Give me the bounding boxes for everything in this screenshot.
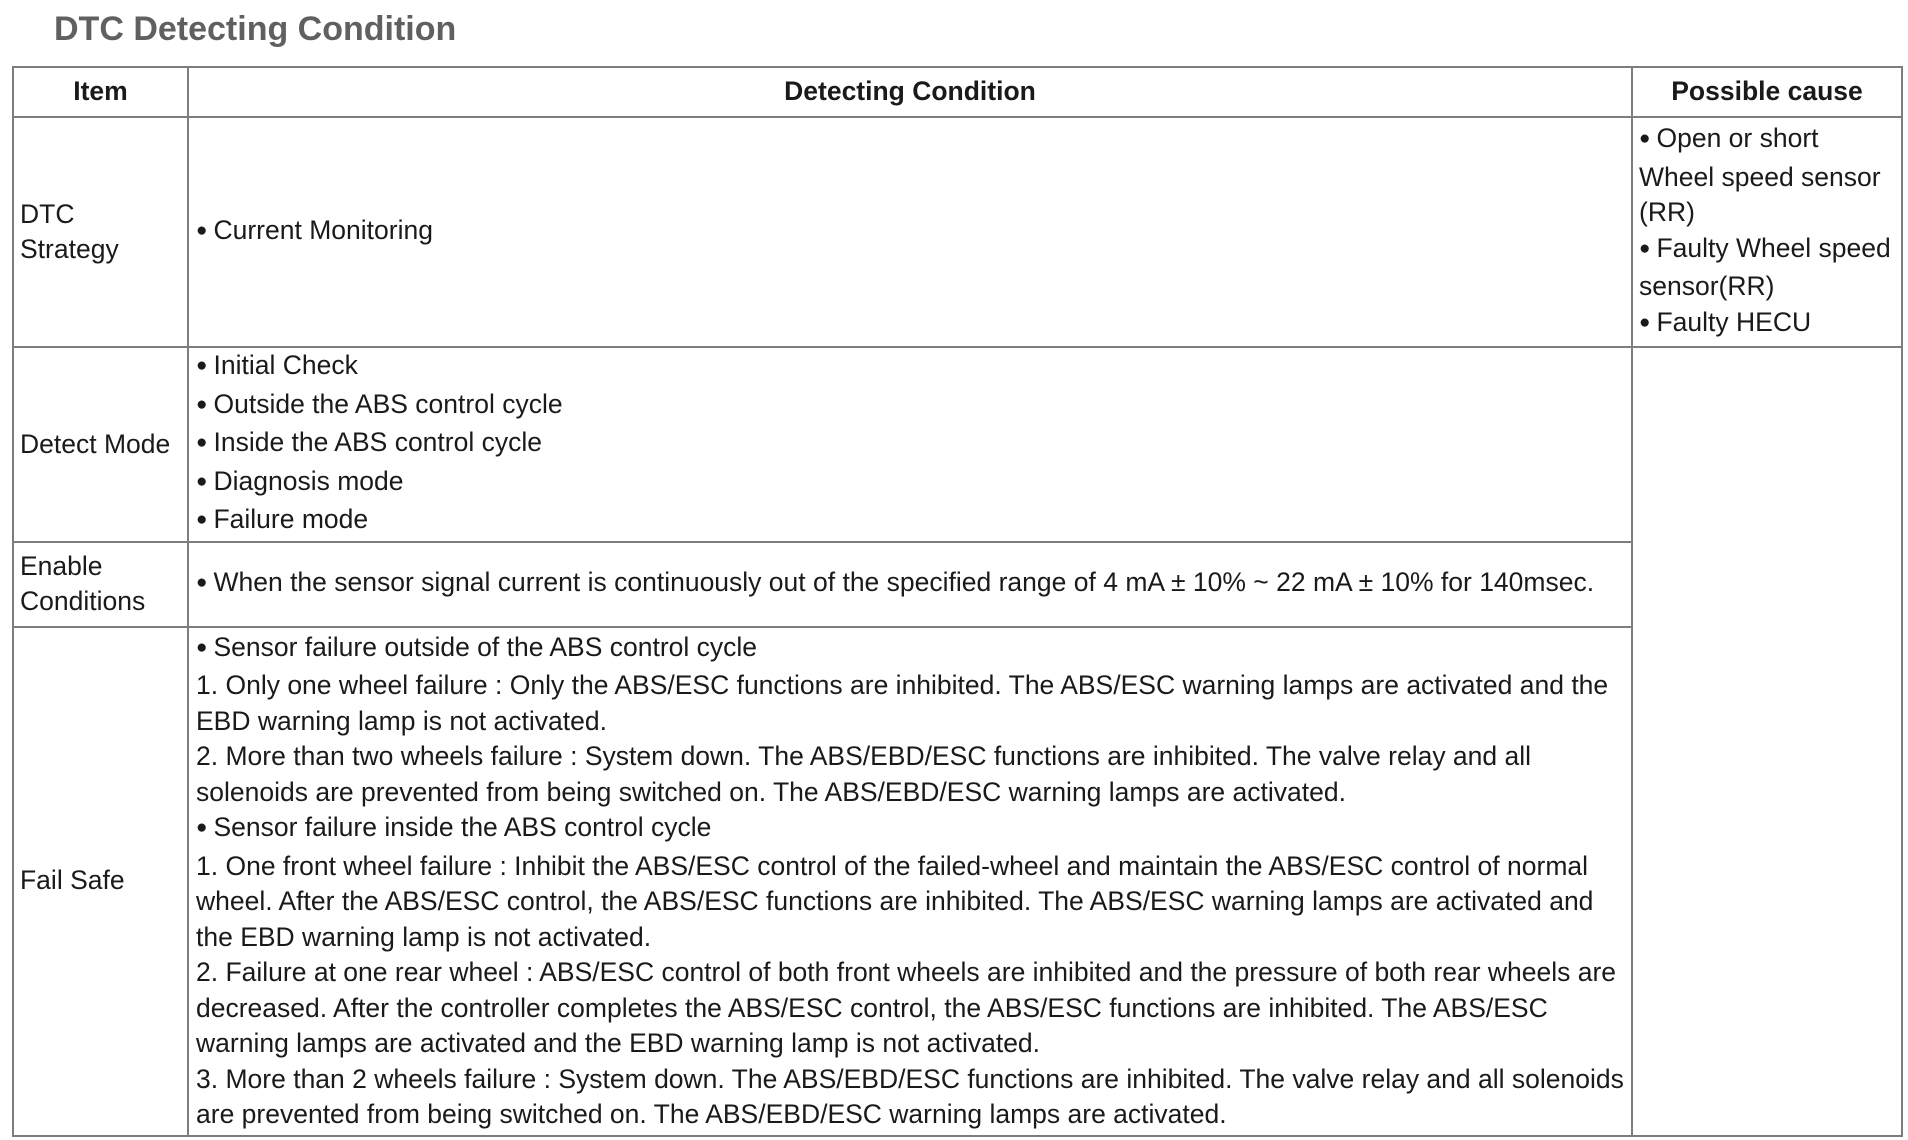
cell-condition-fail-safe [188,627,1632,1136]
cell-item-detect-mode: Detect Mode [13,347,188,542]
detect-mode-inside-abs: ● Inside the ABS control cycle [196,425,1624,464]
cell-possible-cause [1632,117,1902,347]
cell-condition-enable-conditions [188,542,1632,627]
fail-safe-outside-heading: ● Sensor failure outside of the ABS control cycle [196,630,1624,669]
table-row-dtc-strategy [13,117,1902,347]
condition-current-monitoring: ● Current Monitoring [196,213,1624,252]
fail-safe-inside-1: 1. One front wheel failure : Inhibit the ABS/ESC control of the failed-wheel and maintain the ABS/ESC control of normal wheel. After the ABS/ESC control, the ABS/ESC functions are inhibited. The ABS/ESC warning lamps are activated and the EBD warning lamp is not activated. [196,850,1594,952]
header-possible-cause: Possible cause [1632,67,1902,117]
table-row-enable-conditions [13,542,1902,627]
cell-condition-dtc-strategy [188,117,1632,347]
fail-safe-inside-heading: ● Sensor failure inside the ABS control cycle [196,810,1624,849]
detect-mode-outside-abs: ● Outside the ABS control cycle [196,387,1624,426]
header-item: Item [13,67,188,117]
detect-mode-initial-check: ● Initial Check [196,348,1624,387]
cause-open-short-sensor: ● Open or short Wheel speed sensor (RR) [1639,121,1895,231]
cause-faulty-sensor: ● Faulty Wheel speed sensor(RR) [1639,231,1895,305]
detect-mode-failure: ● Failure mode [196,502,1624,541]
fail-safe-inside-3: 3. More than 2 wheels failure : System down. The ABS/EBD/ESC functions are inhibited. The valve relay and all solenoids are prevented from being switched on. The ABS/EBD/ESC warning lamps are activated. [196,1063,1624,1129]
table-row-detect-mode [13,347,1902,542]
cell-item-dtc-strategy: DTC Strategy [13,117,188,347]
cell-item-fail-safe: Fail Safe [13,627,188,1136]
table-header-row [13,67,1902,117]
cause-faulty-hecu: ● Faulty HECU [1639,305,1895,344]
fail-safe-outside-1: 1. Only one wheel failure : Only the ABS/ESC functions are inhibited. The ABS/ESC warning lamps are activated and the EBD warning lamp is not activated. [196,670,1609,736]
header-detecting-condition: Detecting Condition [188,67,1632,117]
enable-condition-text: ● When the sensor signal current is continuously out of the specified range of 4 mA ± 10% ~ 22 mA ± 10% for 140msec. [196,565,1624,604]
cell-possible-cause-empty [1632,347,1902,1136]
fail-safe-outside-2: 2. More than two wheels failure : System down. The ABS/EBD/ESC functions are inhibited. The valve relay and all solenoids are prevented from being switched on. The ABS/EBD/ESC warning lamps are activated. [196,741,1532,807]
cell-item-enable-conditions: Enable Conditions [13,542,188,627]
table-row-fail-safe [13,627,1902,1136]
page-title: DTC Detecting Condition [54,10,457,48]
dtc-condition-table [12,66,1903,1137]
detect-mode-diagnosis: ● Diagnosis mode [196,464,1624,503]
cell-condition-detect-mode [188,347,1632,542]
fail-safe-inside-2: 2. Failure at one rear wheel : ABS/ESC control of both front wheels are inhibited and the pressure of both rear wheels are decreased. After the controller completes the ABS/ESC control, the ABS/ESC functions are inhibited. The ABS/ESC warning lamps are activated and the EBD warning lamp is not activated. [196,957,1617,1058]
